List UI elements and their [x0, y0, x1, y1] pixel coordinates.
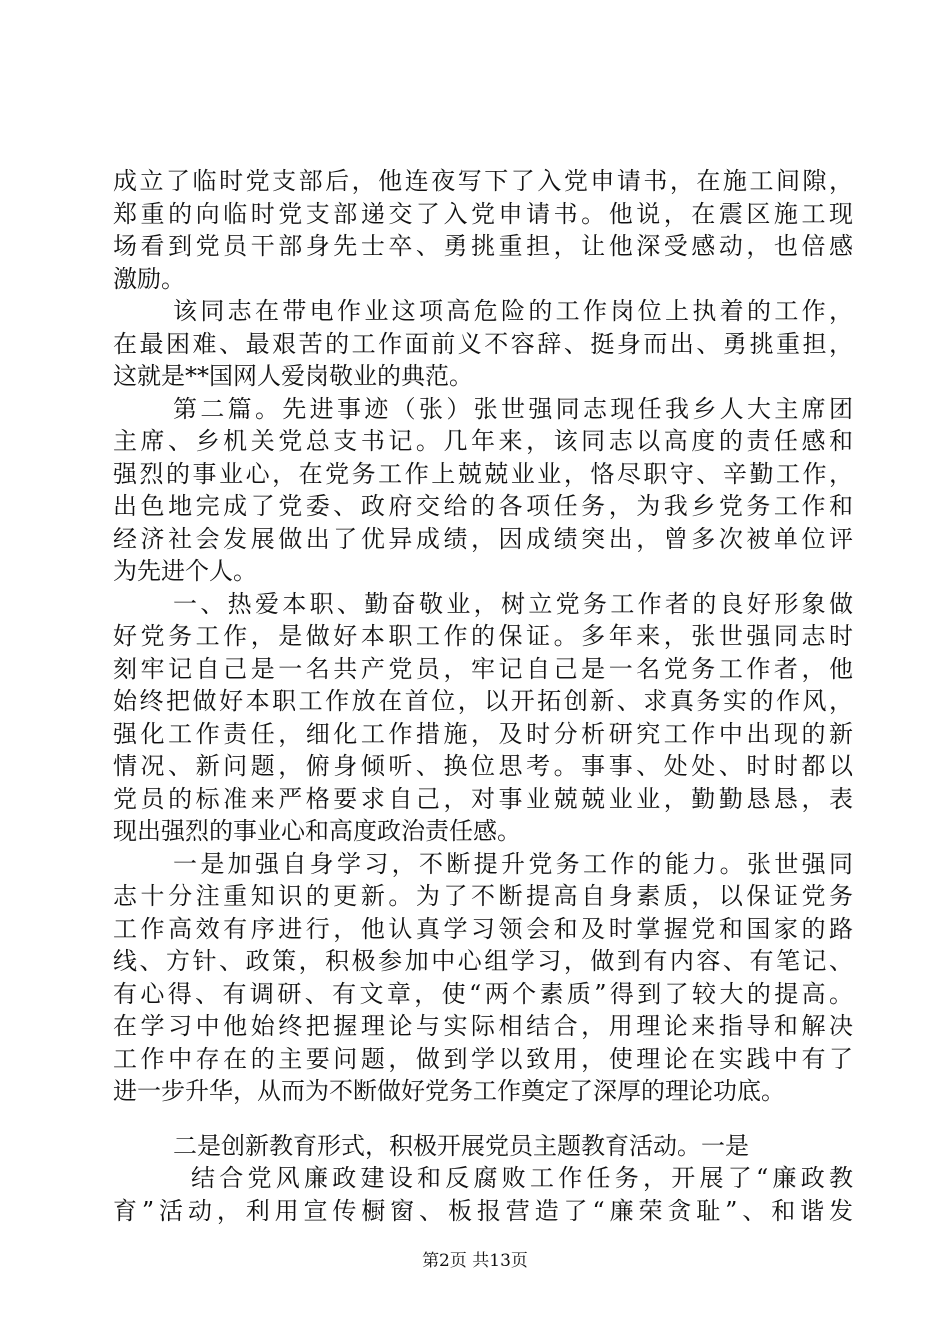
text-line: 一、热爱本职、勤奋敬业，树立党务工作者的良好形象做	[173, 589, 853, 618]
text-line: 在学习中他始终把握理论与实际相结合，用理论来指导和解决	[113, 1012, 853, 1040]
text-line: 进一步升华，从而为不断做好党务工作奠定了深厚的理论功底。	[113, 1077, 785, 1105]
text-line: 刻牢记自己是一名共产党员，牢记自己是一名党务工作者，他	[113, 654, 853, 683]
text-line: 出色地完成了党委、政府交给的各项任务，为我乡党务工作和	[113, 492, 853, 520]
text-line: 为先进个人。	[113, 557, 257, 585]
text-line: 情况、新问题，俯身倾听、换位思考。事事、处处、时时都以	[113, 752, 853, 780]
text-line: 工作中存在的主要问题，做到学以致用，使理论在实践中有了	[113, 1044, 853, 1073]
text-line: 郑重的向临时党支部递交了入党申请书。他说，在震区施工现	[113, 199, 853, 228]
text-line: 主席、乡机关党总支书记。几年来，该同志以高度的责任感和	[113, 427, 853, 455]
page-number-footer: 第2页 共13页	[422, 1251, 528, 1271]
text-line: 该同志在带电作业这项高危险的工作岗位上执着的工作，	[173, 297, 853, 325]
text-line: 这就是**国网人爱岗敬业的典范。	[113, 362, 473, 390]
text-line: 志十分注重知识的更新。为了不断提高自身素质，以保证党务	[113, 882, 853, 910]
text-line: 二是创新教育形式，积极开展党员主题教育活动。一是	[173, 1131, 749, 1160]
text-line: 一是加强自身学习，不断提升党务工作的能力。张世强同	[173, 849, 853, 878]
text-line: 现出强烈的事业心和高度政治责任感。	[113, 817, 521, 845]
text-line: 工作高效有序进行，他认真学习领会和及时掌握党和国家的路	[113, 914, 853, 943]
text-line: 强化工作责任，细化工作措施，及时分析研究工作中出现的新	[113, 719, 853, 748]
text-line: 育”活动，利用宣传橱窗、板报营造了“廉荣贪耻”、和谐发	[113, 1196, 853, 1225]
text-line: 有心得、有调研、有文章，使“两个素质”得到了较大的提高。	[113, 979, 853, 1008]
text-line: 场看到党员干部身先士卒、勇挑重担，让他深受感动，也倍感	[113, 232, 853, 260]
text-line: 线、方针、政策，积极参加中心组学习，做到有内容、有笔记、	[113, 947, 853, 975]
text-line: 强烈的事业心，在党务工作上兢兢业业，恪尽职守、辛勤工作，	[113, 459, 853, 488]
text-line: 激励。	[113, 264, 185, 293]
text-line: 结合党风廉政建设和反腐败工作任务，开展了“廉政教	[191, 1164, 853, 1192]
text-line: 第二篇。先进事迹（张）张世强同志现任我乡人大主席团	[173, 394, 853, 423]
text-line: 成立了临时党支部后，他连夜写下了入党申请书，在施工间隙，	[113, 167, 853, 195]
text-line: 经济社会发展做出了优异成绩，因成绩突出，曾多次被单位评	[113, 524, 853, 553]
text-line: 始终把做好本职工作放在首位，以开拓创新、求真务实的作风，	[113, 687, 853, 715]
paragraph-gap	[113, 1108, 853, 1130]
text-line: 在最困难、最艰苦的工作面前义不容辞、挺身而出、勇挑重担，	[113, 329, 853, 358]
document-body	[113, 165, 853, 1227]
text-line: 好党务工作，是做好本职工作的保证。多年来，张世强同志时	[113, 622, 853, 650]
text-line: 党员的标准来严格要求自己，对事业兢兢业业，勤勤恳恳，表	[113, 784, 853, 813]
